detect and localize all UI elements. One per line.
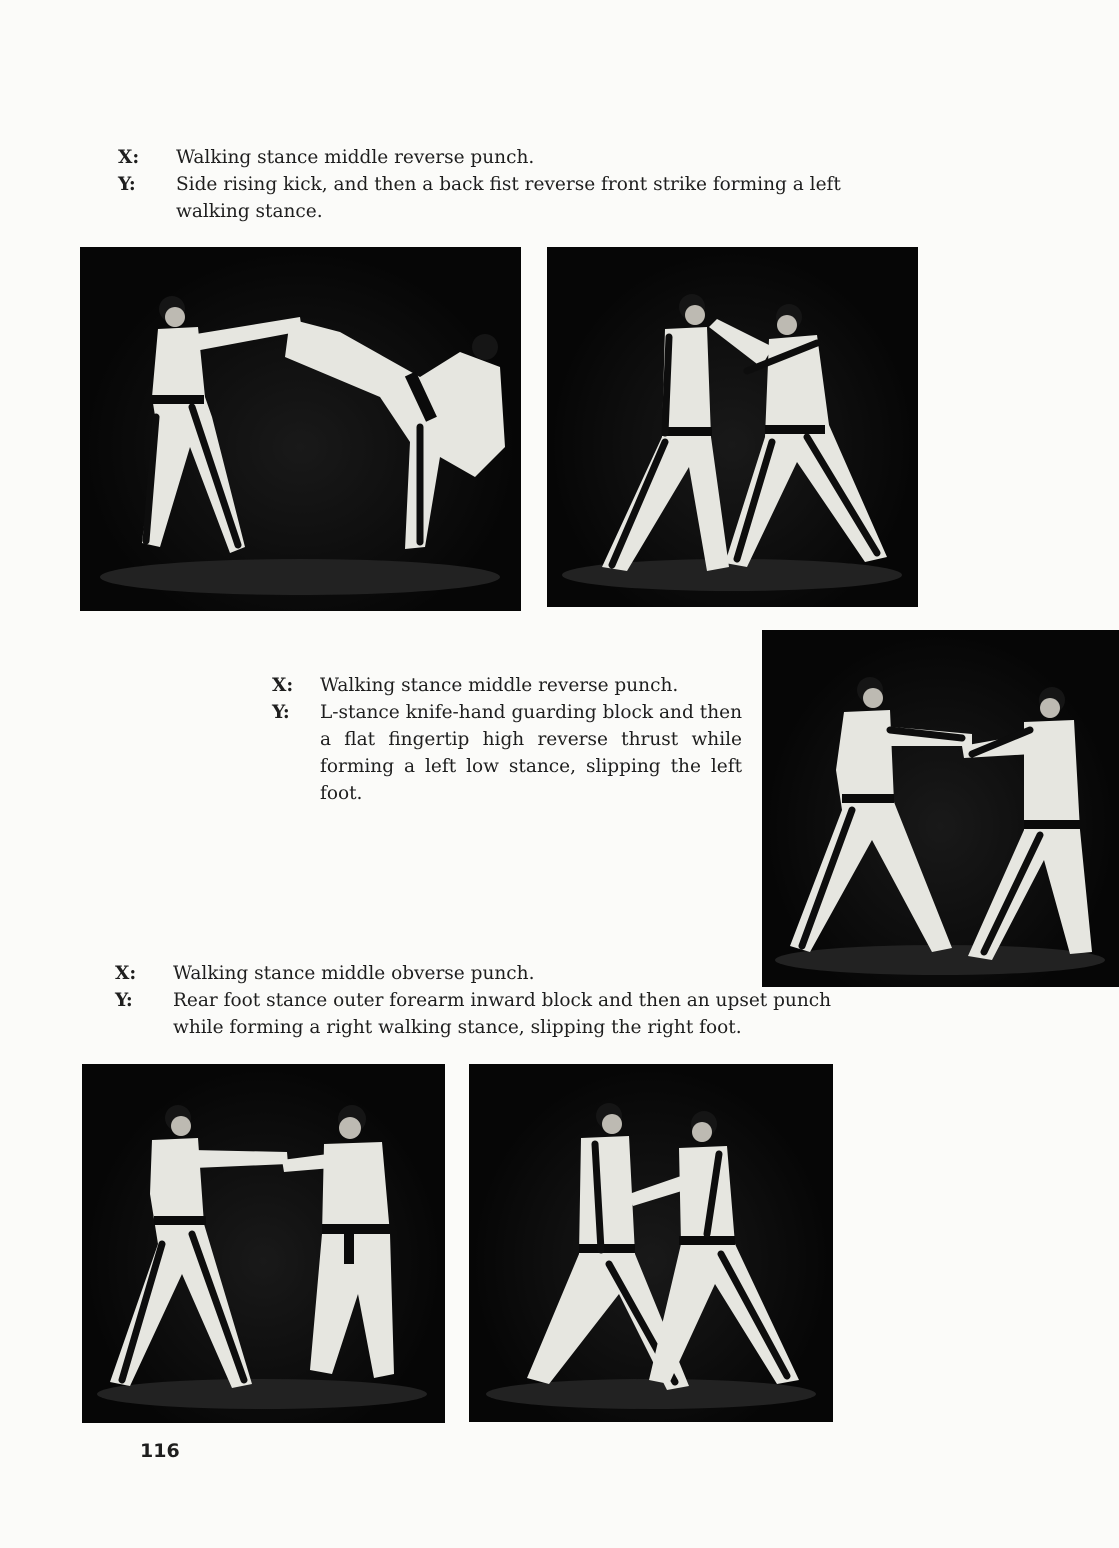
page-number: 116 bbox=[140, 1440, 180, 1462]
caption-block-3 bbox=[115, 960, 843, 1041]
caption-text: Walking stance middle reverse punch. bbox=[320, 675, 679, 696]
caption-text: Walking stance middle reverse punch. bbox=[176, 147, 535, 168]
caption-label: Y: bbox=[115, 990, 133, 1011]
caption-text: Side rising kick, and then a back fist reverse front strike forming a left walking stance. bbox=[176, 174, 841, 222]
caption-label: X: bbox=[272, 675, 294, 696]
caption-line-y bbox=[115, 987, 843, 1041]
caption-block-2 bbox=[272, 672, 742, 807]
caption-line-y bbox=[118, 171, 848, 225]
caption-label: Y: bbox=[272, 702, 290, 723]
caption-label: X: bbox=[115, 963, 137, 984]
caption-line-x bbox=[272, 672, 742, 699]
caption-text: L-stance knife-hand guarding block and then a flat fingertip high reverse thrust while forming a left low stance, slipping the left foot. bbox=[320, 702, 742, 804]
caption-text: Rear foot stance outer forearm inward block and then an upset punch while forming a right walking stance, slipping the right foot. bbox=[173, 990, 832, 1038]
caption-line-y bbox=[272, 699, 742, 807]
photo-side-rising-kick bbox=[80, 247, 521, 611]
photo-upset-punch bbox=[469, 1064, 833, 1422]
caption-text: Walking stance middle obverse punch. bbox=[173, 963, 535, 984]
caption-line-x bbox=[118, 144, 848, 171]
caption-line-x bbox=[115, 960, 843, 987]
caption-label: Y: bbox=[118, 174, 136, 195]
photo-back-fist-strike bbox=[547, 247, 918, 607]
caption-label: X: bbox=[118, 147, 140, 168]
photo-outer-forearm-inward-block bbox=[82, 1064, 445, 1423]
caption-block-1 bbox=[118, 144, 848, 225]
photo-knife-hand-guarding-block bbox=[762, 630, 1119, 987]
